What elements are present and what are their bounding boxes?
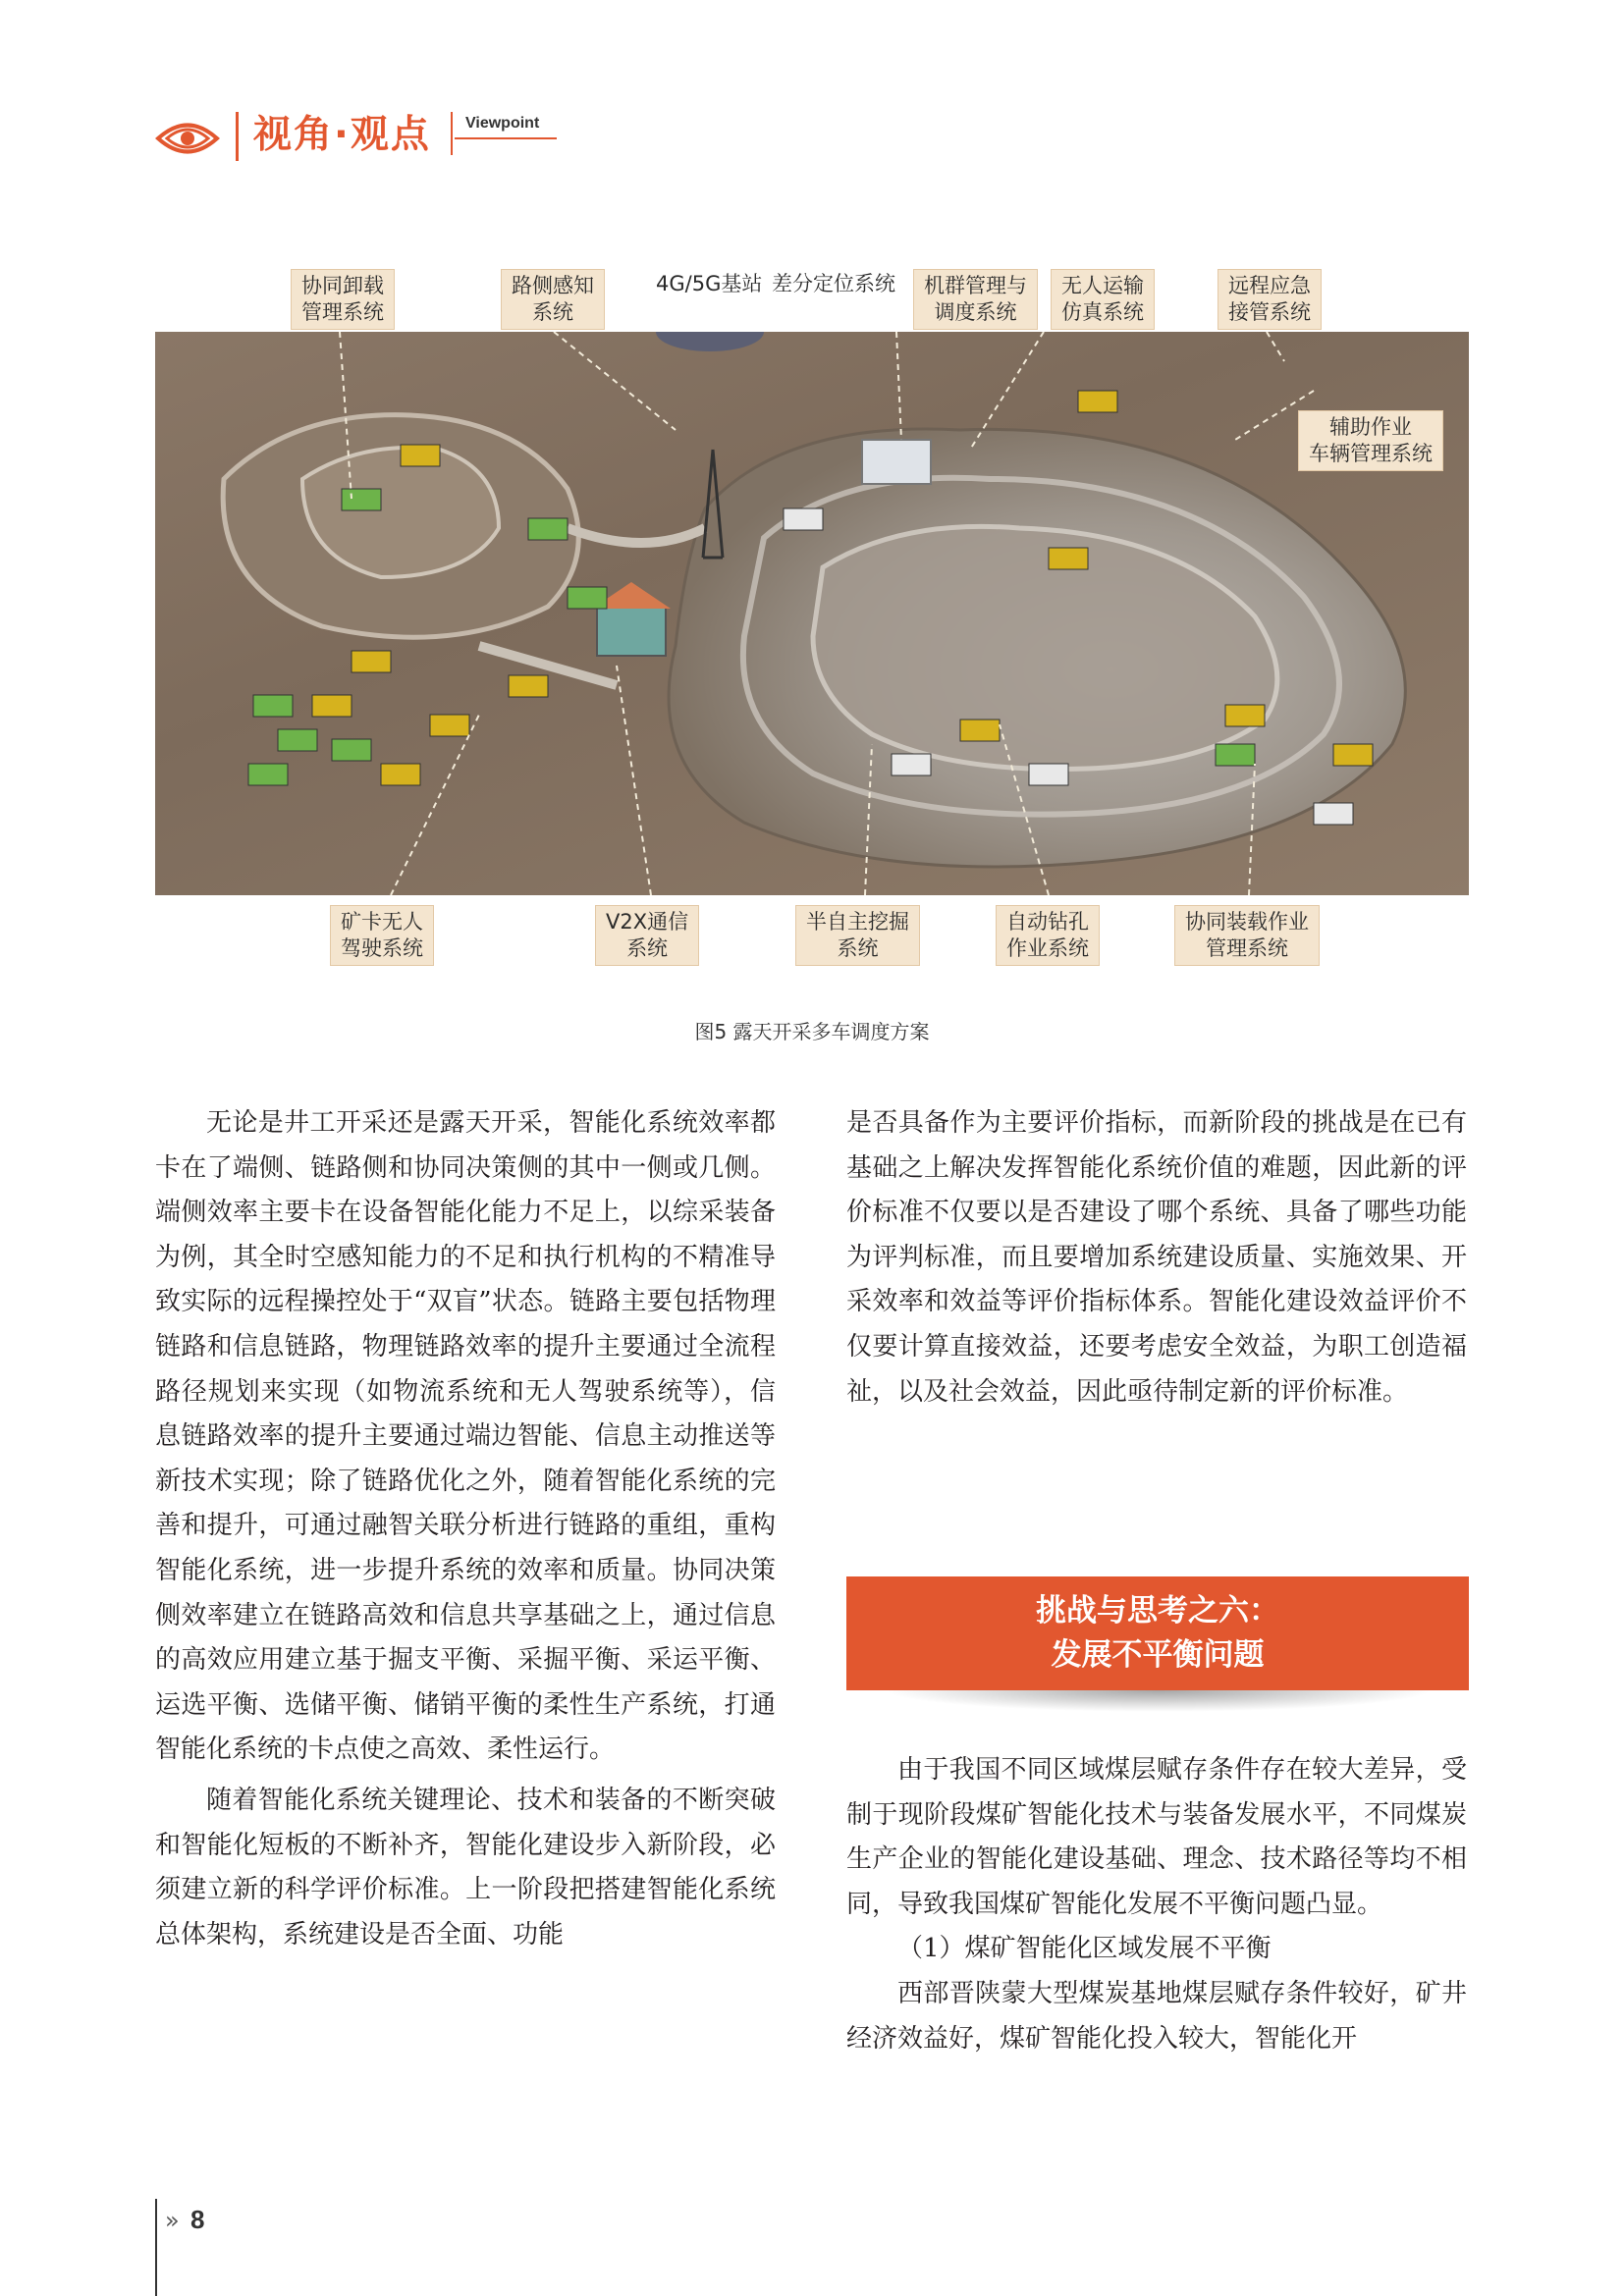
label-line: V2X通信: [606, 910, 689, 934]
label-line: 路侧感知: [512, 274, 594, 297]
paragraph: 无论是井工开采还是露天开采，智能化系统效率都卡在了端侧、链路侧和协同决策侧的其中一侧或几侧。端侧效率主要卡在设备智能化能力不足上，以综采装备为例，其全时空感知能力的不足和执行机构的不精准导致实际的远程操控处于“双盲”状态。链路主要包括物理链路和信息链路，物理链路效率的提升主要通过全流程路径规划来实现（如物流系统和无人驾驶系统等），信息链路效率的提升主要通过端边智能、信息主动推送等新技术实现；除了链路优化之外，随着智能化系统的完善和提升，可通过融智关联分析进行链路的重组，重构智能化系统，进一步提升系统的效率和质量。协同决策侧效率建立在链路高效和信息共享基础之上，通过信息的高效应用建立基于掘支平衡、采掘平衡、采运平衡、运选平衡、选储平衡、储销平衡的柔性生产系统，打通智能化系统的卡点使之高效、柔性运行。: [155, 1108, 776, 1765]
label-v2x: [595, 905, 699, 966]
header-underline: [455, 137, 557, 139]
header-divider-2: [451, 112, 453, 155]
label-auto-drilling: [996, 905, 1100, 966]
label-line: 车辆管理系统: [1309, 442, 1433, 465]
header-divider: [236, 112, 239, 161]
label-line: 协同装载作业: [1185, 910, 1309, 934]
page-number: 8: [190, 2205, 205, 2234]
label-cooperative-unloading: [291, 269, 395, 330]
label-truck-autonomous: [330, 905, 434, 966]
paragraph: 是否具备作为主要评价指标，而新阶段的挑战是在已有基础之上解决发挥智能化系统价值的难题，因此新的评价标准不仅要以是否建设了哪个系统、具备了哪些功能为评判标准，而且要增加系统建设质量、实施效果、开采效率和效益等评价指标体系。智能化建设效益评价不仅要计算直接效益，还要考虑安全效益，为职工创造福祉，以及社会效益，因此亟待制定新的评价标准。: [846, 1108, 1467, 1407]
label-line: 仿真系统: [1061, 300, 1144, 324]
section-title-en: Viewpoint: [465, 115, 540, 132]
label-line: 接管系统: [1228, 300, 1311, 324]
footer-rule: [155, 2199, 157, 2296]
section-heading-line-1: 挑战与思考之六：: [1036, 1593, 1279, 1629]
open-pit-mine-drawing: [155, 332, 1469, 895]
section-heading-shadow: [884, 1690, 1434, 1712]
label-line: 远程应急: [1228, 274, 1311, 297]
mine-dispatch-illustration: [155, 332, 1469, 895]
label-line: 管理系统: [1206, 936, 1288, 960]
label-line: 矿卡无人: [341, 910, 423, 934]
section-heading-line-2: 发展不平衡问题: [1051, 1637, 1265, 1673]
label-base-station: 4G/5G基站: [656, 272, 763, 295]
section-title-cn: 视角·观点: [253, 113, 431, 157]
label-line: 无人运输: [1061, 274, 1144, 297]
label-unmanned-transport-sim: [1051, 269, 1155, 330]
label-line: 作业系统: [1006, 936, 1089, 960]
label-line: 辅助作业: [1329, 415, 1412, 439]
label-line: 调度系统: [934, 300, 1017, 324]
body-right-column-bottom: [846, 1748, 1467, 2061]
label-line: 协同卸载: [301, 274, 384, 297]
figure-caption: 图5 露天开采多车调度方案: [694, 1020, 930, 1043]
body-left-column: [155, 1101, 776, 1957]
body-right-column-top: [846, 1101, 1467, 1415]
label-line: 系统: [626, 936, 669, 960]
label-line: 自动钻孔: [1006, 910, 1089, 934]
eye-logo-icon: [155, 116, 220, 161]
label-line: 驾驶系统: [341, 936, 423, 960]
label-remote-takeover: [1218, 269, 1322, 330]
footer-arrow-icon: »: [165, 2207, 180, 2234]
label-line: 半自主挖掘: [806, 910, 909, 934]
label-semi-auto-excavation: [795, 905, 920, 966]
paragraph: 由于我国不同区域煤层赋存条件存在较大差异，受制于现阶段煤矿智能化技术与装备发展水平，不同煤炭生产企业的智能化建设基础、理念、技术路径等均不相同，导致我国煤矿智能化发展不平衡问题凸显。: [846, 1755, 1467, 1919]
paragraph: 随着智能化系统关键理论、技术和装备的不断突破和智能化短板的不断补齐，智能化建设步入新阶段，必须建立新的科学评价标准。上一阶段把搭建智能化系统总体架构，系统建设是否全面、功能: [155, 1785, 776, 1949]
label-fleet-management: [913, 269, 1038, 330]
label-auxiliary-vehicles: [1298, 410, 1443, 471]
label-line: 系统: [532, 300, 573, 324]
label-line: 机群管理与: [924, 274, 1027, 297]
label-line: 系统: [837, 936, 879, 960]
paragraph: 西部晋陕蒙大型煤炭基地煤层赋存条件较好，矿井经济效益好，煤矿智能化投入较大，智能化开: [846, 1978, 1467, 2054]
subheading: （1）煤矿智能化区域发展不平衡: [897, 1934, 1272, 1964]
label-cooperative-loading: [1174, 905, 1320, 966]
label-line: 管理系统: [301, 300, 384, 324]
section-heading-box: [846, 1576, 1469, 1690]
label-differential-positioning: 差分定位系统: [772, 272, 895, 295]
label-roadside-sensing: [501, 269, 605, 330]
